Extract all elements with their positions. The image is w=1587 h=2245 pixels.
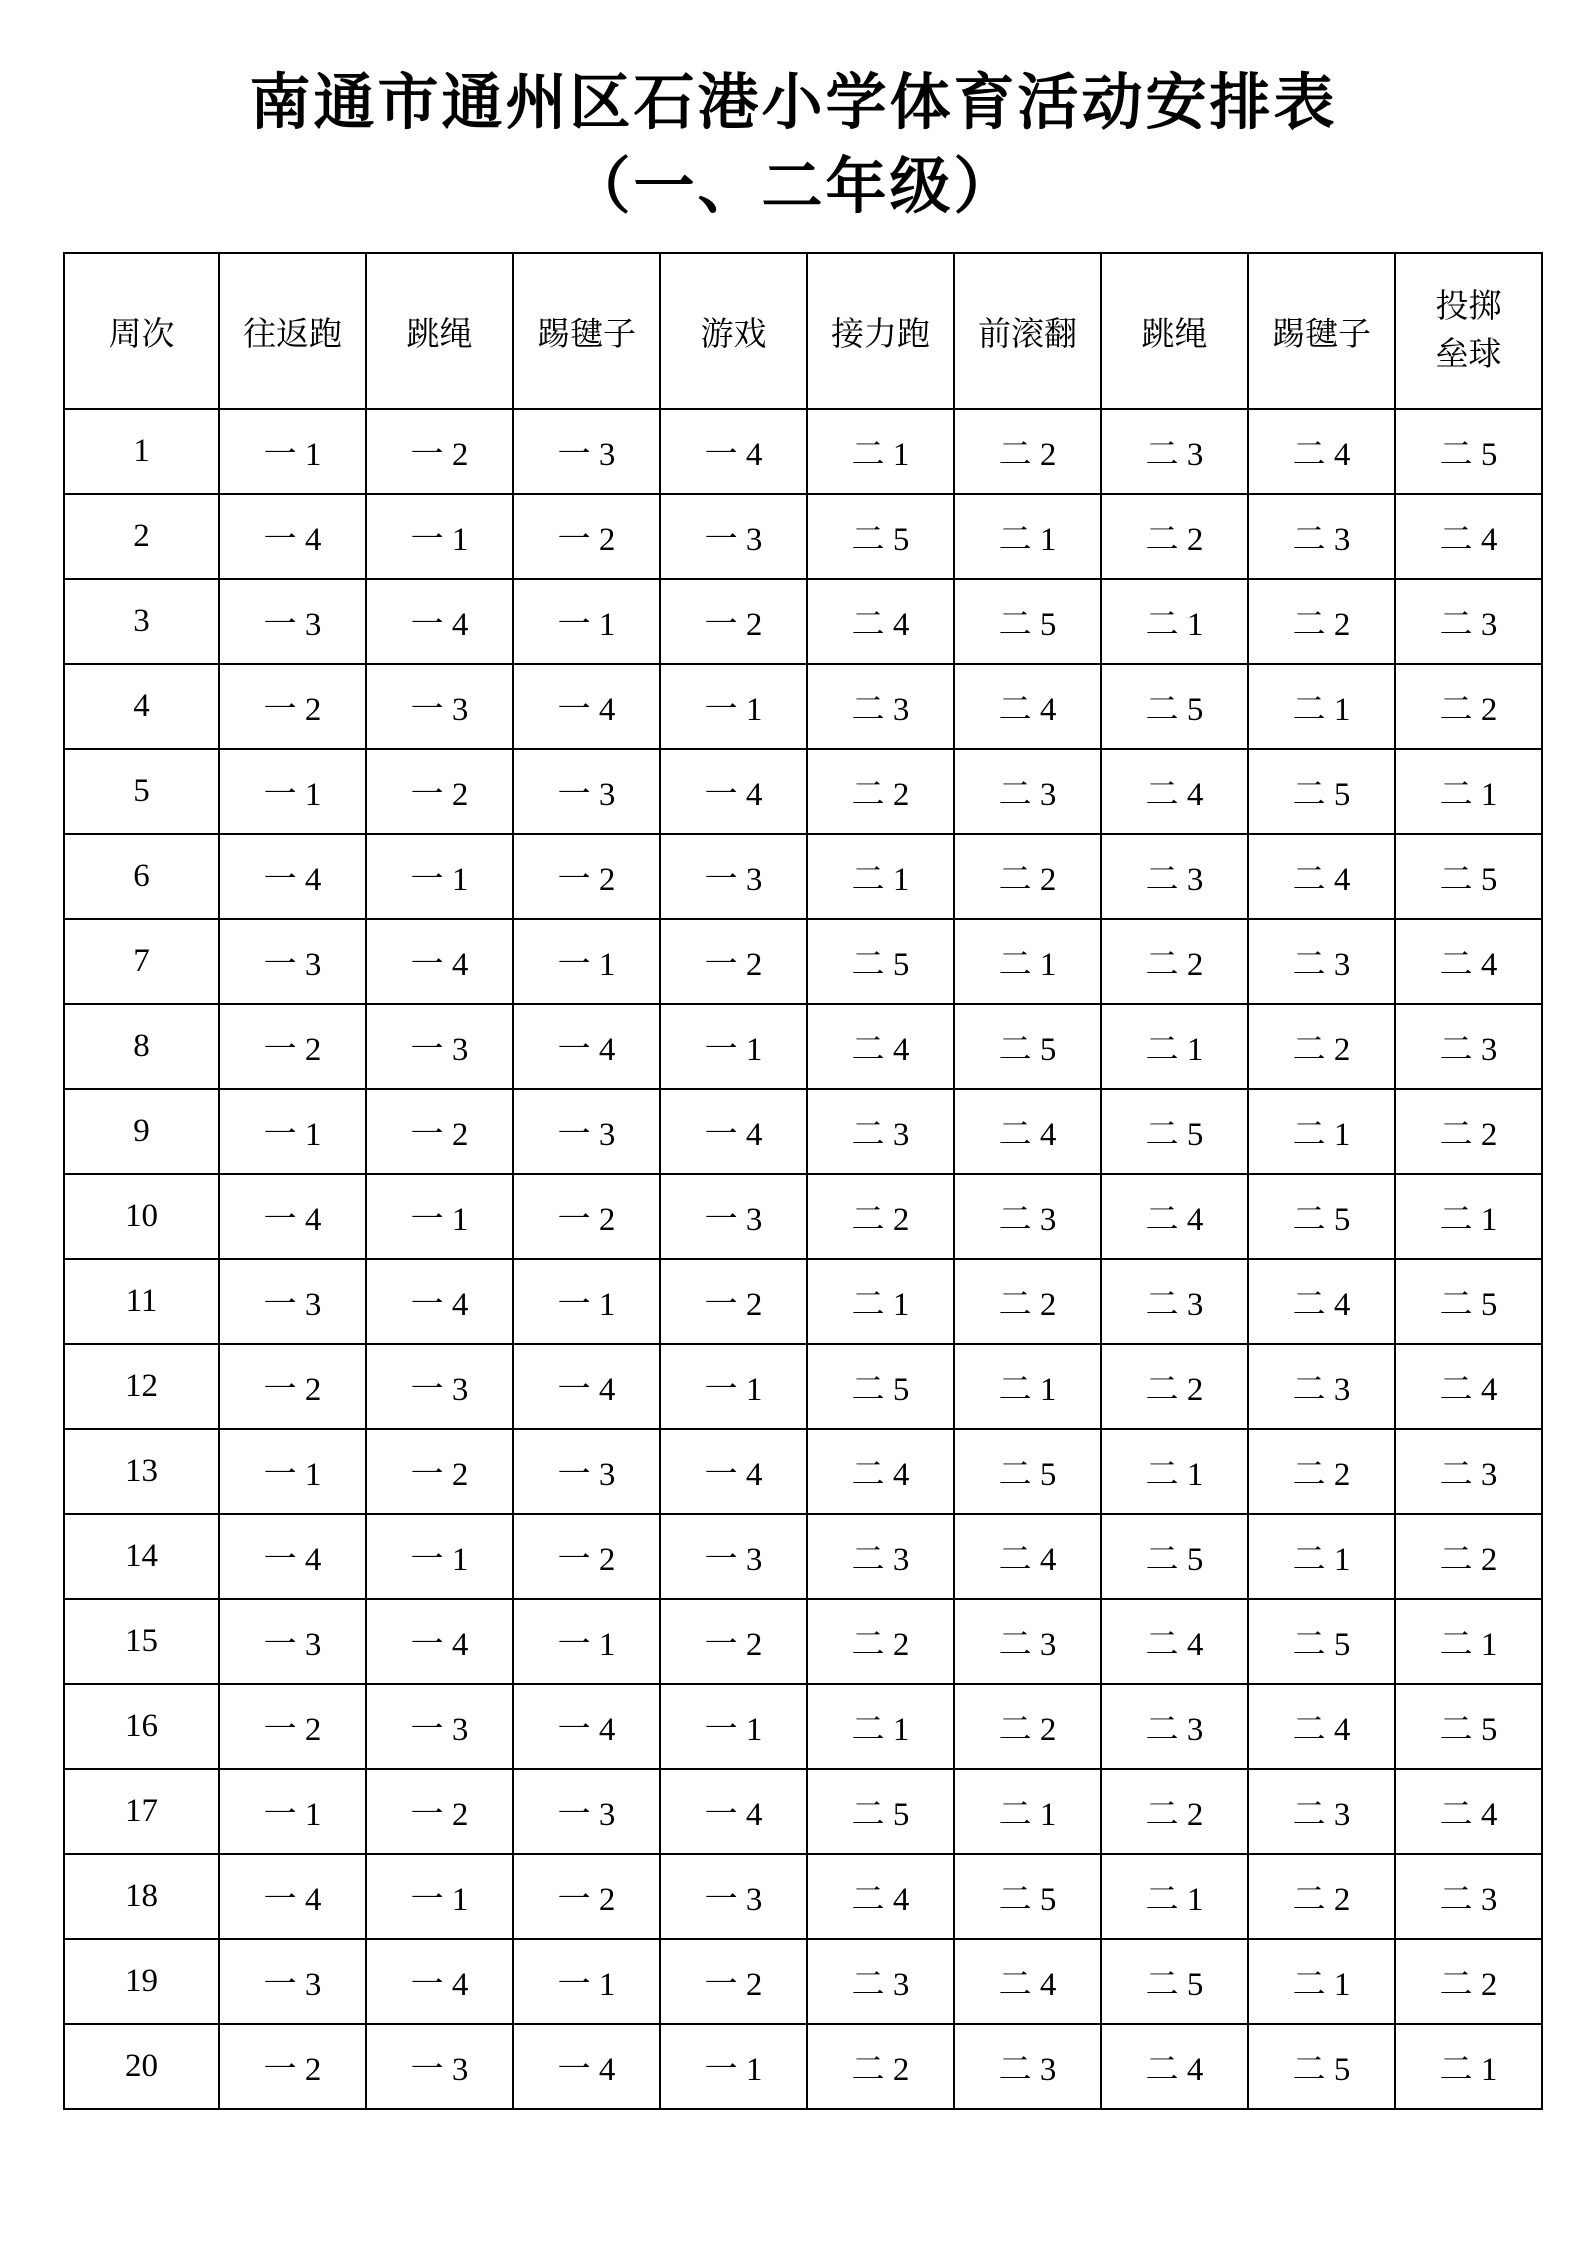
class-assignment-cell: 一 1 [219, 1769, 366, 1854]
class-assignment-cell: 二 4 [807, 1854, 954, 1939]
class-assignment-cell: 一 1 [219, 409, 366, 494]
class-assignment-cell: 一 2 [660, 1939, 807, 2024]
class-assignment-cell: 二 3 [807, 1089, 954, 1174]
class-assignment-cell: 一 1 [366, 494, 513, 579]
page-subtitle: （一、二年级） [569, 152, 1018, 220]
class-assignment-cell: 二 5 [1248, 749, 1395, 834]
column-header-label: 踢毽子 [537, 316, 636, 353]
schedule-row [64, 1514, 1542, 1599]
class-assignment-cell: 二 1 [1101, 1429, 1248, 1514]
schedule-table-head [64, 253, 1542, 409]
class-assignment-cell: 一 3 [660, 1854, 807, 1939]
week-number-cell: 17 [64, 1769, 219, 1854]
class-assignment-cell: 一 3 [219, 1939, 366, 2024]
column-header-label: 投掷垒球 [1435, 289, 1502, 373]
class-assignment-cell: 一 3 [366, 2024, 513, 2109]
class-assignment-cell: 一 1 [660, 1344, 807, 1429]
class-assignment-cell: 一 2 [660, 579, 807, 664]
class-assignment-cell: 二 5 [807, 1769, 954, 1854]
class-assignment-cell: 二 1 [807, 834, 954, 919]
column-header-label: 跳绳 [1141, 316, 1208, 353]
column-header-activity [1395, 253, 1542, 409]
class-assignment-cell: 一 1 [366, 834, 513, 919]
class-assignment-cell: 二 2 [954, 834, 1101, 919]
class-assignment-cell: 二 4 [1101, 1599, 1248, 1684]
class-assignment-cell: 一 1 [513, 579, 660, 664]
week-number-cell: 18 [64, 1854, 219, 1939]
class-assignment-cell: 二 4 [1248, 1259, 1395, 1344]
class-assignment-cell: 一 4 [219, 834, 366, 919]
class-assignment-cell: 二 2 [1101, 919, 1248, 1004]
column-header-activity [366, 253, 513, 409]
class-assignment-cell: 二 4 [1248, 1684, 1395, 1769]
class-assignment-cell: 二 2 [1248, 579, 1395, 664]
class-assignment-cell: 一 3 [219, 919, 366, 1004]
schedule-row [64, 1939, 1542, 2024]
column-header-week [64, 253, 219, 409]
class-assignment-cell: 二 3 [1395, 1854, 1542, 1939]
class-assignment-cell: 一 4 [219, 1854, 366, 1939]
class-assignment-cell: 一 2 [660, 1259, 807, 1344]
class-assignment-cell: 二 4 [807, 579, 954, 664]
class-assignment-cell: 二 1 [954, 494, 1101, 579]
class-assignment-cell: 二 2 [807, 749, 954, 834]
class-assignment-cell: 二 5 [1101, 1089, 1248, 1174]
activity-schedule-table [63, 252, 1543, 2110]
class-assignment-cell: 一 2 [366, 1089, 513, 1174]
class-assignment-cell: 一 2 [219, 1344, 366, 1429]
class-assignment-cell: 二 2 [1101, 1769, 1248, 1854]
class-assignment-cell: 二 5 [1395, 1684, 1542, 1769]
class-assignment-cell: 一 1 [219, 749, 366, 834]
class-assignment-cell: 二 3 [1395, 1429, 1542, 1514]
class-assignment-cell: 二 2 [1395, 1939, 1542, 2024]
week-number-cell: 5 [64, 749, 219, 834]
class-assignment-cell: 一 2 [513, 1854, 660, 1939]
class-assignment-cell: 一 1 [660, 1684, 807, 1769]
class-assignment-cell: 一 2 [366, 749, 513, 834]
class-assignment-cell: 二 3 [1395, 1004, 1542, 1089]
class-assignment-cell: 二 1 [1395, 2024, 1542, 2109]
class-assignment-cell: 二 5 [1395, 409, 1542, 494]
week-number-cell: 9 [64, 1089, 219, 1174]
week-number-cell: 14 [64, 1514, 219, 1599]
class-assignment-cell: 一 2 [219, 1004, 366, 1089]
schedule-row [64, 1684, 1542, 1769]
class-assignment-cell: 二 3 [807, 664, 954, 749]
class-assignment-cell: 二 1 [954, 1769, 1101, 1854]
class-assignment-cell: 二 3 [807, 1514, 954, 1599]
week-number-cell: 1 [64, 409, 219, 494]
column-header-activity [1248, 253, 1395, 409]
class-assignment-cell: 二 5 [807, 919, 954, 1004]
class-assignment-cell: 二 3 [1101, 1684, 1248, 1769]
class-assignment-cell: 二 1 [1395, 1599, 1542, 1684]
class-assignment-cell: 一 3 [513, 749, 660, 834]
class-assignment-cell: 一 1 [513, 1599, 660, 1684]
column-header-activity [807, 253, 954, 409]
class-assignment-cell: 二 1 [954, 919, 1101, 1004]
week-number-cell: 20 [64, 2024, 219, 2109]
class-assignment-cell: 一 3 [660, 1174, 807, 1259]
schedule-row [64, 494, 1542, 579]
class-assignment-cell: 一 4 [366, 919, 513, 1004]
class-assignment-cell: 一 4 [660, 749, 807, 834]
class-assignment-cell: 二 3 [1248, 919, 1395, 1004]
class-assignment-cell: 一 2 [513, 834, 660, 919]
column-header-label: 接力跑 [831, 316, 930, 353]
header-row [64, 253, 1542, 409]
class-assignment-cell: 一 4 [366, 1599, 513, 1684]
class-assignment-cell: 一 4 [513, 2024, 660, 2109]
week-number-cell: 11 [64, 1259, 219, 1344]
class-assignment-cell: 二 5 [1248, 2024, 1395, 2109]
class-assignment-cell: 二 1 [1101, 1004, 1248, 1089]
class-assignment-cell: 一 2 [660, 919, 807, 1004]
class-assignment-cell: 一 3 [513, 409, 660, 494]
schedule-row [64, 1174, 1542, 1259]
week-number-cell: 19 [64, 1939, 219, 2024]
class-assignment-cell: 二 4 [1395, 494, 1542, 579]
class-assignment-cell: 一 3 [660, 494, 807, 579]
week-number-cell: 16 [64, 1684, 219, 1769]
class-assignment-cell: 一 3 [513, 1429, 660, 1514]
class-assignment-cell: 二 3 [954, 749, 1101, 834]
class-assignment-cell: 一 3 [366, 1004, 513, 1089]
class-assignment-cell: 一 4 [660, 1429, 807, 1514]
schedule-row [64, 1259, 1542, 1344]
class-assignment-cell: 二 5 [1395, 1259, 1542, 1344]
class-assignment-cell: 二 3 [1101, 834, 1248, 919]
class-assignment-cell: 二 5 [1101, 664, 1248, 749]
class-assignment-cell: 二 4 [1101, 1174, 1248, 1259]
class-assignment-cell: 二 5 [1248, 1599, 1395, 1684]
class-assignment-cell: 二 4 [954, 664, 1101, 749]
class-assignment-cell: 二 2 [1248, 1004, 1395, 1089]
class-assignment-cell: 二 2 [954, 1684, 1101, 1769]
schedule-row [64, 1004, 1542, 1089]
class-assignment-cell: 一 3 [366, 1684, 513, 1769]
class-assignment-cell: 二 4 [1395, 1769, 1542, 1854]
week-number-cell: 2 [64, 494, 219, 579]
class-assignment-cell: 二 3 [1101, 1259, 1248, 1344]
class-assignment-cell: 二 3 [1248, 1769, 1395, 1854]
week-number-cell: 12 [64, 1344, 219, 1429]
class-assignment-cell: 一 1 [366, 1514, 513, 1599]
class-assignment-cell: 二 2 [1101, 1344, 1248, 1429]
schedule-row [64, 2024, 1542, 2109]
class-assignment-cell: 二 4 [1248, 834, 1395, 919]
class-assignment-cell: 一 4 [219, 1174, 366, 1259]
class-assignment-cell: 一 3 [660, 1514, 807, 1599]
class-assignment-cell: 二 3 [807, 1939, 954, 2024]
class-assignment-cell: 二 4 [954, 1939, 1101, 2024]
class-assignment-cell: 一 4 [366, 579, 513, 664]
class-assignment-cell: 一 3 [513, 1769, 660, 1854]
class-assignment-cell: 二 5 [1101, 1939, 1248, 2024]
class-assignment-cell: 二 5 [954, 1004, 1101, 1089]
class-assignment-cell: 二 3 [1395, 579, 1542, 664]
column-header-activity [219, 253, 366, 409]
class-assignment-cell: 二 1 [1395, 1174, 1542, 1259]
class-assignment-cell: 一 2 [366, 1429, 513, 1514]
schedule-table-body [64, 409, 1542, 2109]
class-assignment-cell: 二 5 [954, 1854, 1101, 1939]
class-assignment-cell: 二 3 [954, 1599, 1101, 1684]
class-assignment-cell: 一 1 [513, 1939, 660, 2024]
schedule-row [64, 409, 1542, 494]
class-assignment-cell: 一 3 [219, 1259, 366, 1344]
class-assignment-cell: 二 1 [1101, 579, 1248, 664]
class-assignment-cell: 一 4 [366, 1939, 513, 2024]
class-assignment-cell: 一 1 [660, 664, 807, 749]
schedule-row [64, 579, 1542, 664]
class-assignment-cell: 二 4 [954, 1514, 1101, 1599]
class-assignment-cell: 二 3 [1248, 494, 1395, 579]
class-assignment-cell: 二 4 [807, 1004, 954, 1089]
class-assignment-cell: 二 1 [954, 1344, 1101, 1429]
class-assignment-cell: 一 4 [513, 1344, 660, 1429]
week-number-cell: 6 [64, 834, 219, 919]
class-assignment-cell: 一 2 [660, 1599, 807, 1684]
class-assignment-cell: 二 5 [954, 1429, 1101, 1514]
class-assignment-cell: 二 2 [1395, 664, 1542, 749]
week-number-cell: 10 [64, 1174, 219, 1259]
class-assignment-cell: 二 3 [1248, 1344, 1395, 1429]
class-assignment-cell: 二 2 [1101, 494, 1248, 579]
column-header-activity [660, 253, 807, 409]
class-assignment-cell: 一 4 [660, 1769, 807, 1854]
class-assignment-cell: 一 2 [366, 409, 513, 494]
schedule-row [64, 1854, 1542, 1939]
class-assignment-cell: 二 4 [1395, 919, 1542, 1004]
class-assignment-cell: 二 1 [1395, 749, 1542, 834]
class-assignment-cell: 一 2 [513, 1174, 660, 1259]
class-assignment-cell: 一 1 [513, 919, 660, 1004]
week-number-cell: 15 [64, 1599, 219, 1684]
class-assignment-cell: 二 2 [807, 2024, 954, 2109]
class-assignment-cell: 二 5 [807, 494, 954, 579]
class-assignment-cell: 二 5 [1101, 1514, 1248, 1599]
class-assignment-cell: 二 4 [1101, 749, 1248, 834]
class-assignment-cell: 二 2 [1248, 1429, 1395, 1514]
class-assignment-cell: 二 1 [1101, 1854, 1248, 1939]
schedule-row [64, 1089, 1542, 1174]
class-assignment-cell: 一 4 [513, 1004, 660, 1089]
class-assignment-cell: 二 2 [1395, 1089, 1542, 1174]
page-title: 南通市通州区石港小学体育活动安排表 [249, 68, 1338, 136]
class-assignment-cell: 一 4 [219, 494, 366, 579]
class-assignment-cell: 二 5 [807, 1344, 954, 1429]
class-assignment-cell: 一 3 [219, 1599, 366, 1684]
week-number-cell: 13 [64, 1429, 219, 1514]
class-assignment-cell: 二 2 [954, 1259, 1101, 1344]
column-header-activity [513, 253, 660, 409]
week-number-cell: 8 [64, 1004, 219, 1089]
class-assignment-cell: 一 1 [366, 1854, 513, 1939]
class-assignment-cell: 二 2 [807, 1174, 954, 1259]
class-assignment-cell: 一 2 [219, 664, 366, 749]
column-header-label: 游戏 [700, 316, 767, 353]
class-assignment-cell: 一 4 [366, 1259, 513, 1344]
class-assignment-cell: 二 4 [954, 1089, 1101, 1174]
class-assignment-cell: 一 1 [660, 2024, 807, 2109]
class-assignment-cell: 二 4 [1101, 2024, 1248, 2109]
week-number-cell: 3 [64, 579, 219, 664]
week-number-cell: 4 [64, 664, 219, 749]
column-header-activity [1101, 253, 1248, 409]
class-assignment-cell: 二 1 [1248, 1939, 1395, 2024]
class-assignment-cell: 一 2 [366, 1769, 513, 1854]
class-assignment-cell: 一 2 [219, 2024, 366, 2109]
class-assignment-cell: 一 1 [219, 1089, 366, 1174]
class-assignment-cell: 一 4 [513, 1684, 660, 1769]
class-assignment-cell: 二 1 [807, 409, 954, 494]
class-assignment-cell: 一 3 [513, 1089, 660, 1174]
class-assignment-cell: 一 4 [660, 409, 807, 494]
class-assignment-cell: 二 5 [1395, 834, 1542, 919]
class-assignment-cell: 一 4 [219, 1514, 366, 1599]
class-assignment-cell: 一 3 [366, 664, 513, 749]
schedule-row [64, 1769, 1542, 1854]
schedule-row [64, 1599, 1542, 1684]
class-assignment-cell: 一 2 [513, 494, 660, 579]
class-assignment-cell: 二 5 [954, 579, 1101, 664]
class-assignment-cell: 二 2 [807, 1599, 954, 1684]
class-assignment-cell: 二 4 [807, 1429, 954, 1514]
class-assignment-cell: 二 2 [1395, 1514, 1542, 1599]
class-assignment-cell: 二 1 [807, 1684, 954, 1769]
class-assignment-cell: 一 4 [660, 1089, 807, 1174]
class-assignment-cell: 二 3 [954, 2024, 1101, 2109]
schedule-row [64, 834, 1542, 919]
class-assignment-cell: 二 2 [1248, 1854, 1395, 1939]
class-assignment-cell: 一 4 [513, 664, 660, 749]
column-header-label: 周次 [108, 316, 175, 353]
schedule-row [64, 1344, 1542, 1429]
class-assignment-cell: 一 1 [219, 1429, 366, 1514]
class-assignment-cell: 二 3 [1101, 409, 1248, 494]
schedule-row [64, 1429, 1542, 1514]
class-assignment-cell: 二 4 [1395, 1344, 1542, 1429]
class-assignment-cell: 二 1 [1248, 664, 1395, 749]
week-number-cell: 7 [64, 919, 219, 1004]
schedule-row [64, 664, 1542, 749]
class-assignment-cell: 一 1 [513, 1259, 660, 1344]
class-assignment-cell: 二 1 [1248, 1089, 1395, 1174]
column-header-label: 前滚翻 [978, 316, 1077, 353]
class-assignment-cell: 一 2 [219, 1684, 366, 1769]
class-assignment-cell: 一 3 [366, 1344, 513, 1429]
column-header-label: 往返跑 [243, 316, 342, 353]
column-header-activity [954, 253, 1101, 409]
class-assignment-cell: 二 4 [1248, 409, 1395, 494]
class-assignment-cell: 一 1 [660, 1004, 807, 1089]
class-assignment-cell: 一 3 [219, 579, 366, 664]
schedule-row [64, 749, 1542, 834]
class-assignment-cell: 一 3 [660, 834, 807, 919]
class-assignment-cell: 二 5 [1248, 1174, 1395, 1259]
schedule-row [64, 919, 1542, 1004]
class-assignment-cell: 二 1 [807, 1259, 954, 1344]
class-assignment-cell: 一 2 [513, 1514, 660, 1599]
class-assignment-cell: 二 1 [1248, 1514, 1395, 1599]
column-header-label: 跳绳 [406, 316, 473, 353]
class-assignment-cell: 二 3 [954, 1174, 1101, 1259]
class-assignment-cell: 一 1 [366, 1174, 513, 1259]
class-assignment-cell: 二 2 [954, 409, 1101, 494]
column-header-label: 踢毽子 [1272, 316, 1371, 353]
